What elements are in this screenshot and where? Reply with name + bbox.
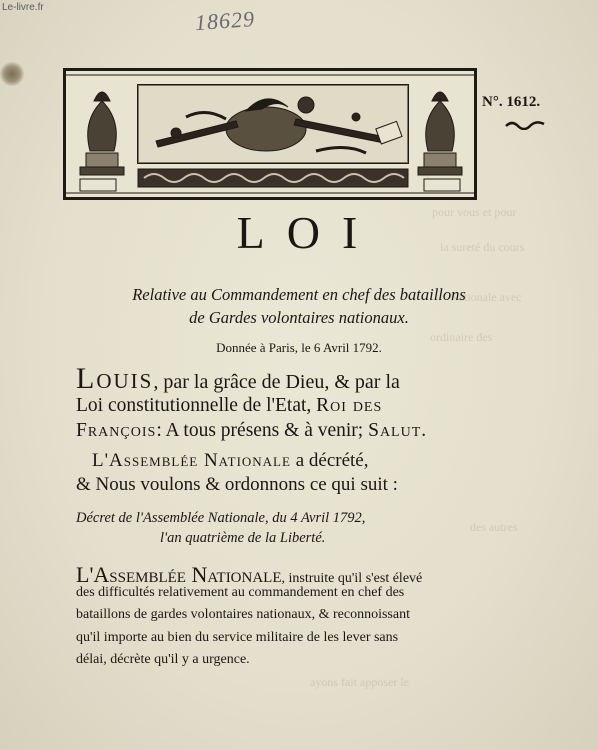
- salut-text: Salut.: [368, 420, 428, 441]
- vignette-engraving: [66, 71, 474, 197]
- bleed-through-text: ayons fait apposer le: [310, 675, 409, 689]
- subtitle-line-1: Relative au Commandement en chef des bataillons: [132, 285, 466, 304]
- louis-name: Louis: [76, 362, 154, 395]
- assemblee-line-1: [92, 450, 492, 472]
- watermark: Le-livre.fr: [2, 2, 44, 13]
- handwritten-note: 18629: [194, 5, 256, 36]
- proclamation-text: Loi constitutionnelle de l'Etat,: [76, 395, 317, 416]
- proclamation-line-2: [76, 395, 476, 417]
- date-line: Donnée à Paris, le 6 Avril 1792.: [216, 340, 382, 355]
- bleed-through-text: ordinaire des: [430, 330, 493, 344]
- body-line-2: des difficultés relativement au commandement en chef des: [76, 585, 405, 600]
- assemblee-text: a décrété,: [290, 450, 369, 471]
- document-title: LOI: [236, 207, 380, 258]
- assemblee-name: L'Assemblée Nationale: [92, 450, 291, 471]
- roi-des-text: Roi des: [316, 395, 383, 416]
- proclamation-line-1: [76, 362, 476, 396]
- decree-heading-line-1: Décret de l'Assemblée Nationale, du 4 Avril 1792,: [76, 510, 366, 526]
- proclamation-text: , par la grâce de Dieu, & par la: [153, 371, 400, 393]
- body-line-3: bataillons de gardes volontaires nationaux, & reconnoissant: [76, 607, 410, 622]
- bleed-through-text: Nationale avec: [450, 290, 522, 304]
- document-number: N°. 1612.: [482, 94, 541, 110]
- proclamation-line-3: [76, 420, 476, 442]
- assemblee-line-2: & Nous voulons & ordonnons ce qui suit :: [76, 474, 398, 495]
- body-text: , instruite qu'il s'est élevé: [281, 571, 423, 586]
- francois-text: François: [76, 420, 157, 441]
- subtitle-line-2: de Gardes volontaires nationaux.: [189, 308, 409, 327]
- body-opening-caps: L'Assemblée Nationale: [76, 562, 282, 587]
- bleed-through-text: des autres: [470, 520, 518, 534]
- body-line-4: qu'il importe au bien du service militaire de les lever sans: [76, 630, 399, 645]
- bleed-through-text: la sureté du cours: [440, 240, 525, 254]
- bleed-through-text: pour vous et pour: [432, 205, 517, 219]
- proclamation-text: : A tous présens & à venir;: [156, 420, 369, 441]
- flourish-icon: [504, 118, 546, 130]
- decree-heading-line-2: l'an quatrième de la Liberté.: [160, 530, 326, 546]
- engraved-header-vignette: [63, 68, 477, 200]
- body-line-5: délai, décrète qu'il y a urgence.: [76, 652, 250, 667]
- paper-stain: [0, 62, 24, 86]
